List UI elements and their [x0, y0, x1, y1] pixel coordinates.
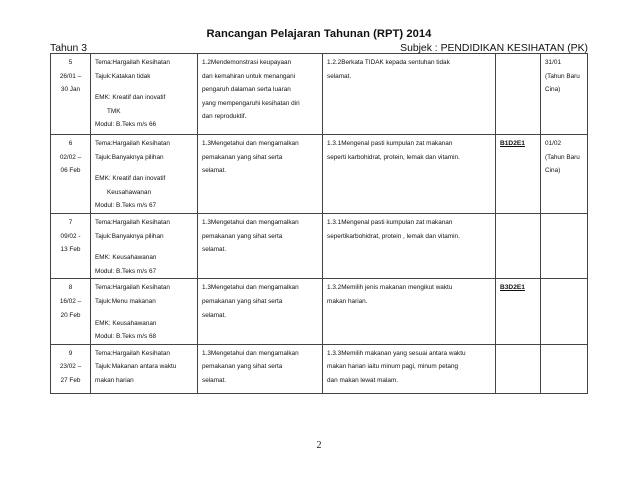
standard-line: pemakanan yang sihat serta [202, 153, 283, 161]
emk-text: EMK: Keusahawanan [95, 254, 157, 262]
objective-line: 1.3.1Mengenal pasti kumpulan zat makanan [327, 140, 453, 147]
emk-text: EMK: Kreatif dan inovatif [95, 175, 166, 183]
note-line: Cina) [545, 86, 561, 94]
topic-cell [91, 344, 198, 393]
module-text: Modul: B.Teks m/s 66 [95, 121, 157, 129]
week-cell [51, 135, 91, 214]
content-standard-cell [198, 54, 323, 135]
theme-text: Tema:Hargailah Kesihatan [95, 218, 170, 226]
assessment-code-cell [496, 279, 541, 344]
subject-label: Subjek : PENDIDIKAN KESIHATAN (PK) [400, 43, 588, 54]
objective-line: dan makan lewat malam. [327, 376, 399, 384]
table-row [51, 54, 588, 135]
standard-line: pemakanan yang sihat serta [202, 297, 283, 305]
emk-text-cont: Keusahawanan [107, 188, 152, 196]
week-cell [51, 213, 91, 278]
standard-line: pemakanan yang sihat serta [202, 232, 283, 240]
week-line: 5 [68, 59, 73, 66]
standard-line: dan kemahiran untuk menangani [202, 72, 296, 80]
learning-standard-cell [323, 54, 496, 135]
learning-standard-cell [323, 279, 496, 344]
topic-text: Tajuk:Menu makanan [95, 297, 156, 305]
objective-line: selamat. [327, 72, 352, 80]
content-standard-cell [198, 135, 323, 214]
standard-line: selamat. [202, 376, 227, 384]
standard-line: dan reproduktif. [202, 113, 247, 121]
week-line: 27 Feb [60, 376, 81, 384]
standard-line: pemakanan yang sihat serta [202, 363, 283, 371]
page-title: Rancangan Pelajaran Tahunan (RPT) 2014 [206, 28, 432, 40]
table-row [51, 344, 588, 393]
topic-text: Tajuk:Banyaknya pilihan [95, 232, 164, 240]
notes-cell [541, 54, 588, 135]
assessment-code-cell [496, 54, 541, 135]
week-line: 16/02 – [59, 297, 82, 305]
assessment-code-cell [496, 344, 541, 393]
standard-line: 1.3Mengetahui dan mengamalkan [202, 284, 299, 292]
objective-line: sepertikarbohidrat, protein , lemak dan vitamin. [327, 232, 460, 240]
objective-line: 1.2.2Berkata TIDAK kepada sentuhan tidak [327, 59, 450, 66]
topic-text: Tajuk:Makanan antara waktu [95, 363, 177, 371]
note-line: (Tahun Baru [545, 153, 580, 161]
topic-cell [91, 54, 198, 135]
theme-text: Tema:Hargailah Kesihatan [95, 349, 170, 357]
learning-standard-cell [323, 344, 496, 393]
assessment-code: B1D2E1 [500, 140, 525, 147]
objective-line: 1.3.3Memilih makanan yang sesuai antara waktu [327, 349, 466, 357]
notes-cell [541, 135, 588, 214]
note-line: Cina) [545, 167, 561, 175]
module-text: Modul: B.Teks m/s 67 [95, 202, 157, 210]
learning-standard-cell [323, 213, 496, 278]
note-line: (Tahun Baru [545, 72, 580, 80]
emk-text: EMK: Keusahawanan [95, 319, 157, 327]
objective-line: 1.3.2Memilih jenis makanan mengikut waktu [327, 284, 453, 292]
standard-line: selamat. [202, 167, 227, 175]
standard-line: selamat. [202, 246, 227, 254]
week-line: 9 [68, 349, 73, 357]
assessment-code: B3D2E1 [500, 284, 525, 292]
assessment-code-cell [496, 135, 541, 214]
content-standard-cell [198, 344, 323, 393]
topic-cell [91, 279, 198, 344]
objective-line: makan harian iaitu minum pagi, minum petang [327, 363, 459, 371]
learning-standard-cell [323, 135, 496, 214]
standard-line: 1.2Mendemonstrasi keupayaan [202, 59, 292, 66]
table-row [51, 135, 588, 214]
note-line: 31/01 [545, 59, 561, 66]
week-line: 09/02 - [60, 232, 81, 240]
standard-line: selamat. [202, 311, 227, 319]
note-line: 01/02 [545, 140, 561, 147]
theme-text: Tema:Hargailah Kesihatan [95, 284, 170, 292]
topic-cell [91, 135, 198, 214]
rpt-table [50, 53, 588, 394]
week-line: 13 Feb [60, 246, 81, 254]
notes-cell [541, 279, 588, 344]
week-line: 7 [68, 218, 73, 226]
topic-text-cont: makan harian [95, 376, 134, 384]
standard-line: 1.3Mengetahui dan mengamalkan [202, 140, 299, 147]
week-line: 02/02 – [59, 153, 82, 161]
module-text: Modul: B.Teks m/s 67 [95, 267, 157, 275]
week-cell [51, 344, 91, 393]
module-text: Modul: B.Teks m/s 68 [95, 333, 157, 341]
year-label: Tahun 3 [50, 43, 87, 54]
standard-line: yang mempengaruhi kesihatan diri [202, 99, 300, 107]
topic-cell [91, 213, 198, 278]
standard-line: 1.3Mengetahui dan mengamalkan [202, 218, 299, 226]
table-row [51, 213, 588, 278]
emk-text: EMK: Kreatif dan inovatif [95, 94, 166, 102]
week-line: 23/02 – [59, 363, 82, 371]
objective-line: seperti karbohidrat, protein, lemak dan vitamin. [327, 153, 460, 161]
week-line: 06 Feb [60, 167, 81, 175]
standard-line: pengaruh dalaman serta luaran [202, 86, 291, 94]
notes-cell [541, 213, 588, 278]
week-line: 8 [68, 284, 73, 292]
emk-text-cont: TMK [107, 107, 121, 115]
week-line: 26/01 – [59, 72, 82, 80]
week-line: 20 Feb [60, 311, 81, 319]
content-standard-cell [198, 279, 323, 344]
table-row [51, 279, 588, 344]
page-number: 2 [316, 440, 322, 451]
content-standard-cell [198, 213, 323, 278]
week-line: 6 [68, 140, 73, 147]
week-line: 30 Jan [60, 86, 81, 94]
theme-text: Tema:Hargailah Kesihatan [95, 59, 170, 66]
objective-line: 1.3.1Mengenal pasti kumpulan zat makanan [327, 218, 453, 226]
topic-text: Tajuk:Katakan tidak [95, 72, 151, 80]
week-cell [51, 279, 91, 344]
assessment-code-cell [496, 213, 541, 278]
theme-text: Tema:Hargailah Kesihatan [95, 140, 170, 147]
objective-line: makan harian. [327, 297, 368, 305]
notes-cell [541, 344, 588, 393]
week-cell [51, 54, 91, 135]
standard-line: 1.3Mengetahui dan mengamalkan [202, 349, 299, 357]
topic-text: Tajuk:Banyaknya pilihan [95, 153, 164, 161]
